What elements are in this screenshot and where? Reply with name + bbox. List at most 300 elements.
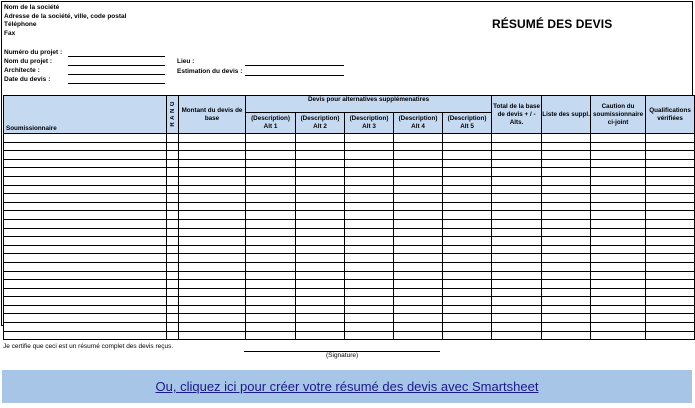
table-cell[interactable]: [542, 134, 591, 143]
table-cell[interactable]: [492, 194, 542, 203]
table-cell[interactable]: [394, 237, 443, 246]
table-cell[interactable]: [443, 151, 492, 160]
table-cell[interactable]: [443, 297, 492, 306]
table-cell[interactable]: [591, 202, 646, 211]
table-cell[interactable]: [646, 245, 695, 254]
table-cell[interactable]: [4, 159, 167, 168]
table-cell[interactable]: [179, 305, 246, 314]
table-cell[interactable]: [591, 305, 646, 314]
table-cell[interactable]: [246, 254, 296, 263]
table-cell[interactable]: [345, 151, 394, 160]
table-row: [4, 305, 695, 314]
bid-date-field[interactable]: [68, 83, 165, 84]
table-cell[interactable]: [646, 159, 695, 168]
table-cell[interactable]: [345, 280, 394, 289]
table-cell[interactable]: [443, 211, 492, 220]
table-cell[interactable]: [443, 194, 492, 203]
table-cell[interactable]: [443, 228, 492, 237]
table-cell[interactable]: [646, 211, 695, 220]
table-cell[interactable]: [492, 151, 542, 160]
table-cell[interactable]: [179, 134, 246, 143]
project-number-field[interactable]: [68, 56, 165, 57]
table-cell[interactable]: [591, 314, 646, 323]
table-cell[interactable]: [4, 194, 167, 203]
table-cell[interactable]: [542, 288, 591, 297]
table-cell[interactable]: [443, 314, 492, 323]
table-cell[interactable]: [296, 142, 345, 151]
table-cell[interactable]: [646, 305, 695, 314]
table-cell[interactable]: [542, 142, 591, 151]
table-cell[interactable]: [167, 297, 179, 306]
table-cell[interactable]: [646, 254, 695, 263]
company-address: Adresse de la société, ville, code postal: [4, 12, 127, 20]
project-name-field[interactable]: [68, 65, 165, 66]
table-cell[interactable]: [296, 185, 345, 194]
table-cell[interactable]: [443, 245, 492, 254]
table-cell[interactable]: [542, 331, 591, 340]
table-cell[interactable]: [443, 262, 492, 271]
table-cell[interactable]: [246, 159, 296, 168]
table-cell[interactable]: [246, 185, 296, 194]
table-cell[interactable]: [4, 202, 167, 211]
table-cell[interactable]: [394, 219, 443, 228]
table-cell[interactable]: [246, 245, 296, 254]
table-cell[interactable]: [443, 280, 492, 289]
table-cell[interactable]: [296, 219, 345, 228]
table-cell[interactable]: [492, 168, 542, 177]
table-cell[interactable]: [591, 142, 646, 151]
table-cell[interactable]: [542, 159, 591, 168]
table-cell[interactable]: [4, 237, 167, 246]
table-cell[interactable]: [246, 194, 296, 203]
table-cell[interactable]: [443, 305, 492, 314]
table-cell[interactable]: [542, 297, 591, 306]
table-cell[interactable]: [646, 202, 695, 211]
table-cell[interactable]: [179, 168, 246, 177]
table-cell[interactable]: [167, 159, 179, 168]
table-cell[interactable]: [4, 245, 167, 254]
table-cell[interactable]: [542, 271, 591, 280]
table-cell[interactable]: [246, 237, 296, 246]
table-cell[interactable]: [167, 305, 179, 314]
table-cell[interactable]: [345, 254, 394, 263]
table-cell[interactable]: [296, 288, 345, 297]
table-cell[interactable]: [296, 280, 345, 289]
table-cell[interactable]: [246, 228, 296, 237]
table-cell[interactable]: [246, 305, 296, 314]
table-cell[interactable]: [646, 314, 695, 323]
table-cell[interactable]: [591, 280, 646, 289]
table-cell[interactable]: [492, 142, 542, 151]
table-cell[interactable]: [167, 194, 179, 203]
table-cell[interactable]: [591, 297, 646, 306]
table-cell[interactable]: [345, 185, 394, 194]
table-cell[interactable]: [394, 254, 443, 263]
table-cell[interactable]: [179, 288, 246, 297]
table-cell[interactable]: [542, 262, 591, 271]
table-cell[interactable]: [4, 288, 167, 297]
table-cell[interactable]: [646, 237, 695, 246]
table-cell[interactable]: [296, 176, 345, 185]
table-cell[interactable]: [492, 185, 542, 194]
table-cell[interactable]: [246, 151, 296, 160]
table-cell[interactable]: [492, 271, 542, 280]
table-cell[interactable]: [591, 134, 646, 143]
table-cell[interactable]: [591, 237, 646, 246]
table-cell[interactable]: [345, 219, 394, 228]
table-cell[interactable]: [646, 151, 695, 160]
table-cell[interactable]: [591, 254, 646, 263]
table-cell[interactable]: [345, 237, 394, 246]
table-cell[interactable]: [646, 271, 695, 280]
table-cell[interactable]: [394, 262, 443, 271]
table-cell[interactable]: [179, 211, 246, 220]
table-cell[interactable]: [394, 134, 443, 143]
table-cell[interactable]: [542, 211, 591, 220]
table-cell[interactable]: [167, 142, 179, 151]
table-cell[interactable]: [179, 228, 246, 237]
table-cell[interactable]: [4, 254, 167, 263]
table-cell[interactable]: [646, 297, 695, 306]
table-cell[interactable]: [492, 245, 542, 254]
table-cell[interactable]: [296, 211, 345, 220]
table-cell[interactable]: [167, 134, 179, 143]
table-cell[interactable]: [167, 168, 179, 177]
table-cell[interactable]: [246, 176, 296, 185]
table-cell[interactable]: [542, 305, 591, 314]
table-cell[interactable]: [246, 134, 296, 143]
table-cell[interactable]: [345, 202, 394, 211]
table-cell[interactable]: [345, 271, 394, 280]
table-cell[interactable]: [345, 176, 394, 185]
table-cell[interactable]: [492, 297, 542, 306]
table-cell[interactable]: [296, 323, 345, 332]
table-cell[interactable]: [179, 314, 246, 323]
table-cell[interactable]: [542, 168, 591, 177]
table-cell[interactable]: [492, 134, 542, 143]
table-cell[interactable]: [591, 219, 646, 228]
table-cell[interactable]: [179, 254, 246, 263]
table-cell[interactable]: [246, 211, 296, 220]
table-cell[interactable]: [345, 168, 394, 177]
table-cell[interactable]: [4, 262, 167, 271]
table-cell[interactable]: [443, 142, 492, 151]
table-cell[interactable]: [167, 237, 179, 246]
table-cell[interactable]: [296, 331, 345, 340]
table-cell[interactable]: [345, 142, 394, 151]
table-cell[interactable]: [591, 228, 646, 237]
table-cell[interactable]: [246, 314, 296, 323]
table-cell[interactable]: [246, 297, 296, 306]
table-cell[interactable]: [4, 280, 167, 289]
table-cell[interactable]: [4, 323, 167, 332]
table-cell[interactable]: [4, 228, 167, 237]
table-cell[interactable]: [296, 262, 345, 271]
table-cell[interactable]: [443, 237, 492, 246]
table-cell[interactable]: [443, 202, 492, 211]
table-cell[interactable]: [4, 176, 167, 185]
table-cell[interactable]: [296, 297, 345, 306]
table-cell[interactable]: [646, 194, 695, 203]
table-cell[interactable]: [646, 176, 695, 185]
table-cell[interactable]: [492, 159, 542, 168]
table-cell[interactable]: [345, 323, 394, 332]
table-cell[interactable]: [296, 271, 345, 280]
table-cell[interactable]: [345, 297, 394, 306]
table-cell[interactable]: [492, 237, 542, 246]
table-cell[interactable]: [394, 314, 443, 323]
table-cell[interactable]: [179, 194, 246, 203]
table-cell[interactable]: [179, 280, 246, 289]
table-cell[interactable]: [296, 228, 345, 237]
table-cell[interactable]: [167, 185, 179, 194]
table-cell[interactable]: [492, 288, 542, 297]
table-cell[interactable]: [4, 211, 167, 220]
table-cell[interactable]: [394, 305, 443, 314]
table-cell[interactable]: [394, 168, 443, 177]
table-cell[interactable]: [542, 280, 591, 289]
alt-header: (Description) Alt 1: [246, 113, 296, 134]
table-cell[interactable]: [443, 288, 492, 297]
smartsheet-link[interactable]: Ou, cliquez ici pour créer votre résumé des devis avec Smartsheet: [155, 379, 539, 394]
table-cell[interactable]: [4, 142, 167, 151]
table-cell[interactable]: [492, 228, 542, 237]
table-cell[interactable]: [4, 134, 167, 143]
table-cell[interactable]: [492, 176, 542, 185]
table-cell[interactable]: [394, 185, 443, 194]
table-cell[interactable]: [179, 185, 246, 194]
table-cell[interactable]: [167, 219, 179, 228]
table-cell[interactable]: [591, 176, 646, 185]
table-cell[interactable]: [345, 314, 394, 323]
table-cell[interactable]: [246, 323, 296, 332]
table-cell[interactable]: [591, 271, 646, 280]
table-cell[interactable]: [394, 271, 443, 280]
table-cell[interactable]: [246, 331, 296, 340]
table-cell[interactable]: [443, 271, 492, 280]
table-cell[interactable]: [542, 219, 591, 228]
table-cell[interactable]: [296, 314, 345, 323]
table-cell[interactable]: [179, 237, 246, 246]
table-cell[interactable]: [542, 194, 591, 203]
table-cell[interactable]: [179, 297, 246, 306]
table-cell[interactable]: [492, 331, 542, 340]
table-cell[interactable]: [179, 323, 246, 332]
table-cell[interactable]: [394, 280, 443, 289]
table-cell[interactable]: [4, 331, 167, 340]
table-cell[interactable]: [179, 142, 246, 151]
table-cell[interactable]: [591, 185, 646, 194]
table-cell[interactable]: [179, 271, 246, 280]
table-cell[interactable]: [167, 331, 179, 340]
table-cell[interactable]: [542, 151, 591, 160]
table-cell[interactable]: [542, 245, 591, 254]
table-cell[interactable]: [179, 202, 246, 211]
table-cell[interactable]: [167, 262, 179, 271]
table-cell[interactable]: [345, 194, 394, 203]
table-cell[interactable]: [591, 245, 646, 254]
table-cell[interactable]: [167, 211, 179, 220]
table-cell[interactable]: [345, 245, 394, 254]
table-cell[interactable]: [167, 245, 179, 254]
table-cell[interactable]: [646, 134, 695, 143]
table-cell[interactable]: [4, 151, 167, 160]
table-cell[interactable]: [296, 159, 345, 168]
table-cell[interactable]: [646, 185, 695, 194]
table-cell[interactable]: [542, 228, 591, 237]
table-cell[interactable]: [443, 185, 492, 194]
table-cell[interactable]: [179, 176, 246, 185]
table-cell[interactable]: [246, 142, 296, 151]
table-cell[interactable]: [542, 314, 591, 323]
table-cell[interactable]: [345, 211, 394, 220]
table-cell[interactable]: [296, 134, 345, 143]
table-cell[interactable]: [542, 176, 591, 185]
table-cell[interactable]: [492, 280, 542, 289]
table-cell[interactable]: [246, 280, 296, 289]
table-cell[interactable]: [646, 228, 695, 237]
table-cell[interactable]: [345, 228, 394, 237]
table-cell[interactable]: [542, 237, 591, 246]
table-cell[interactable]: [492, 323, 542, 332]
table-cell[interactable]: [443, 134, 492, 143]
table-cell[interactable]: [443, 176, 492, 185]
table-cell[interactable]: [246, 202, 296, 211]
table-cell[interactable]: [394, 159, 443, 168]
table-cell[interactable]: [394, 202, 443, 211]
table-cell[interactable]: [179, 331, 246, 340]
table-cell[interactable]: [345, 159, 394, 168]
table-cell[interactable]: [492, 219, 542, 228]
table-cell[interactable]: [179, 219, 246, 228]
table-cell[interactable]: [394, 194, 443, 203]
table-cell[interactable]: [345, 305, 394, 314]
table-cell[interactable]: [4, 314, 167, 323]
table-cell[interactable]: [492, 262, 542, 271]
table-cell[interactable]: [167, 288, 179, 297]
table-cell[interactable]: [296, 254, 345, 263]
table-cell[interactable]: [646, 331, 695, 340]
architect-field[interactable]: [68, 74, 165, 75]
table-cell[interactable]: [345, 288, 394, 297]
table-cell[interactable]: [646, 280, 695, 289]
table-cell[interactable]: [646, 168, 695, 177]
table-cell[interactable]: [394, 228, 443, 237]
table-cell[interactable]: [296, 151, 345, 160]
table-cell[interactable]: [542, 254, 591, 263]
table-cell[interactable]: [4, 297, 167, 306]
table-cell[interactable]: [646, 288, 695, 297]
table-cell[interactable]: [167, 323, 179, 332]
table-cell[interactable]: [179, 245, 246, 254]
table-cell[interactable]: [492, 211, 542, 220]
table-cell[interactable]: [591, 168, 646, 177]
table-cell[interactable]: [591, 288, 646, 297]
table-cell[interactable]: [591, 323, 646, 332]
table-cell[interactable]: [394, 297, 443, 306]
table-cell[interactable]: [443, 254, 492, 263]
table-cell[interactable]: [296, 237, 345, 246]
table-cell[interactable]: [394, 245, 443, 254]
table-cell[interactable]: [296, 305, 345, 314]
table-cell[interactable]: [246, 168, 296, 177]
table-cell[interactable]: [246, 271, 296, 280]
table-cell[interactable]: [591, 262, 646, 271]
table-cell[interactable]: [345, 331, 394, 340]
table-cell[interactable]: [492, 314, 542, 323]
table-row: [4, 280, 695, 289]
table-cell[interactable]: [394, 142, 443, 151]
table-cell[interactable]: [4, 305, 167, 314]
table-cell[interactable]: [167, 254, 179, 263]
table-cell[interactable]: [492, 305, 542, 314]
table-cell[interactable]: [394, 176, 443, 185]
table-cell[interactable]: [492, 202, 542, 211]
table-cell[interactable]: [345, 262, 394, 271]
table-cell[interactable]: [345, 134, 394, 143]
table-cell[interactable]: [296, 202, 345, 211]
table-cell[interactable]: [394, 331, 443, 340]
table-cell[interactable]: [167, 314, 179, 323]
table-cell[interactable]: [179, 151, 246, 160]
table-cell[interactable]: [591, 211, 646, 220]
table-cell[interactable]: [443, 219, 492, 228]
table-cell[interactable]: [246, 262, 296, 271]
table-cell[interactable]: [443, 323, 492, 332]
table-cell[interactable]: [167, 151, 179, 160]
table-cell[interactable]: [4, 185, 167, 194]
table-cell[interactable]: [394, 151, 443, 160]
table-cell[interactable]: [246, 288, 296, 297]
table-cell[interactable]: [646, 323, 695, 332]
table-cell[interactable]: [443, 159, 492, 168]
location-field[interactable]: [245, 65, 344, 66]
table-cell[interactable]: [542, 185, 591, 194]
table-cell[interactable]: [646, 142, 695, 151]
table-cell[interactable]: [296, 168, 345, 177]
table-cell[interactable]: [167, 176, 179, 185]
table-cell[interactable]: [542, 202, 591, 211]
table-cell[interactable]: [4, 271, 167, 280]
table-cell[interactable]: [167, 271, 179, 280]
table-cell[interactable]: [167, 202, 179, 211]
table-cell[interactable]: [646, 219, 695, 228]
table-cell[interactable]: [542, 323, 591, 332]
table-cell[interactable]: [443, 168, 492, 177]
table-cell[interactable]: [591, 194, 646, 203]
estimate-field[interactable]: [245, 75, 344, 76]
table-cell[interactable]: [394, 211, 443, 220]
table-cell[interactable]: [394, 323, 443, 332]
table-cell[interactable]: [591, 151, 646, 160]
table-cell[interactable]: [296, 245, 345, 254]
table-cell[interactable]: [646, 262, 695, 271]
table-cell[interactable]: [492, 254, 542, 263]
table-cell[interactable]: [591, 159, 646, 168]
table-cell[interactable]: [296, 194, 345, 203]
table-cell[interactable]: [4, 168, 167, 177]
table-cell[interactable]: [179, 159, 246, 168]
table-row: [4, 176, 695, 185]
table-cell[interactable]: [443, 331, 492, 340]
table-cell[interactable]: [246, 219, 296, 228]
table-cell[interactable]: [4, 219, 167, 228]
table-cell[interactable]: [394, 288, 443, 297]
table-cell[interactable]: [591, 331, 646, 340]
table-cell[interactable]: [167, 280, 179, 289]
table-cell[interactable]: [167, 228, 179, 237]
table-cell[interactable]: [179, 262, 246, 271]
